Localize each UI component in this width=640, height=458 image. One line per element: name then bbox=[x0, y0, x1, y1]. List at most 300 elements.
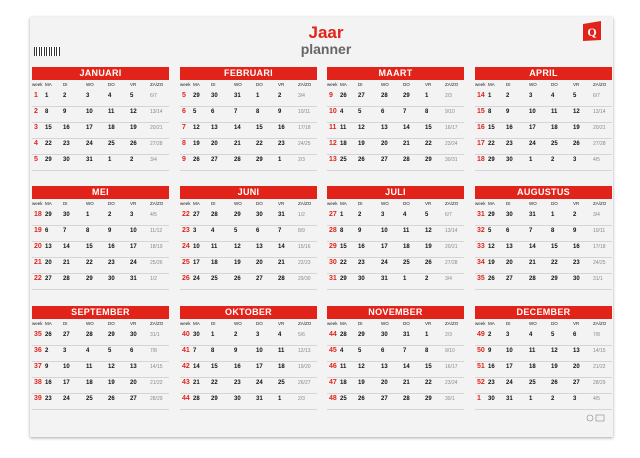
week-number[interactable]: 49 bbox=[477, 331, 485, 338]
day-vr[interactable]: 28 bbox=[278, 276, 285, 282]
day-vr[interactable]: 19 bbox=[130, 125, 137, 131]
day-wo[interactable]: 11 bbox=[529, 348, 536, 354]
day-wo[interactable]: 23 bbox=[234, 380, 241, 386]
day-di[interactable]: 6 bbox=[506, 228, 510, 234]
day-vr[interactable]: 31 bbox=[278, 212, 285, 218]
day-ma[interactable]: 2 bbox=[488, 332, 492, 338]
day-vr[interactable]: 19 bbox=[573, 125, 580, 131]
day-wo[interactable]: 27 bbox=[381, 157, 388, 163]
day-wo[interactable]: 20 bbox=[381, 380, 388, 386]
day-di[interactable]: 25 bbox=[211, 276, 218, 282]
weekend-dates[interactable]: 4/5 bbox=[150, 212, 157, 218]
week-number[interactable]: 21 bbox=[34, 259, 42, 266]
weekend-dates[interactable]: 10/11 bbox=[298, 109, 311, 115]
day-do[interactable]: 15 bbox=[256, 125, 263, 131]
day-wo[interactable]: 14 bbox=[234, 125, 241, 131]
weekend-dates[interactable]: 2/3 bbox=[445, 93, 452, 99]
day-di[interactable]: 4 bbox=[211, 228, 215, 234]
weekend-dates[interactable]: 5/6 bbox=[298, 332, 305, 338]
week-number[interactable]: 18 bbox=[477, 156, 485, 163]
week-number[interactable]: 7 bbox=[182, 124, 186, 131]
weekend-dates[interactable]: 22/23 bbox=[298, 260, 311, 266]
day-do[interactable]: 8 bbox=[551, 228, 555, 234]
day-di[interactable]: 3 bbox=[63, 348, 67, 354]
day-vr[interactable]: 25 bbox=[278, 380, 285, 386]
day-vr[interactable]: 26 bbox=[573, 141, 580, 147]
day-ma[interactable]: 20 bbox=[45, 260, 52, 266]
day-di[interactable]: 7 bbox=[63, 228, 67, 234]
weekend-dates[interactable]: 3/4 bbox=[593, 212, 600, 218]
day-di[interactable]: 24 bbox=[63, 396, 70, 402]
weekend-dates[interactable]: 21/22 bbox=[593, 364, 606, 370]
day-wo[interactable]: 11 bbox=[86, 364, 93, 370]
day-di[interactable]: 27 bbox=[506, 276, 513, 282]
day-vr[interactable]: 1 bbox=[278, 157, 282, 163]
weekend-dates[interactable]: 30/31 bbox=[445, 157, 458, 163]
weekend-dates[interactable]: 4/5 bbox=[593, 157, 600, 163]
week-number[interactable]: 24 bbox=[182, 243, 190, 250]
day-vr[interactable]: 3 bbox=[130, 212, 134, 218]
day-vr[interactable]: 18 bbox=[278, 364, 285, 370]
day-do[interactable]: 18 bbox=[403, 244, 410, 250]
day-vr[interactable]: 1 bbox=[425, 332, 429, 338]
day-wo[interactable]: 29 bbox=[86, 276, 93, 282]
day-vr[interactable]: 15 bbox=[425, 125, 432, 131]
day-di[interactable]: 16 bbox=[63, 125, 70, 131]
day-di[interactable]: 31 bbox=[506, 396, 513, 402]
day-vr[interactable]: 21 bbox=[278, 260, 285, 266]
day-ma[interactable]: 25 bbox=[340, 396, 347, 402]
day-wo[interactable]: 20 bbox=[381, 141, 388, 147]
weekend-dates[interactable]: 24/25 bbox=[593, 260, 606, 266]
day-vr[interactable]: 5 bbox=[130, 93, 134, 99]
day-vr[interactable]: 2 bbox=[425, 276, 429, 282]
day-do[interactable]: 2 bbox=[108, 212, 112, 218]
day-wo[interactable]: 21 bbox=[234, 141, 241, 147]
day-vr[interactable]: 26 bbox=[425, 260, 432, 266]
week-number[interactable]: 46 bbox=[329, 363, 337, 370]
day-do[interactable]: 30 bbox=[108, 276, 115, 282]
day-ma[interactable]: 8 bbox=[340, 228, 344, 234]
day-ma[interactable]: 29 bbox=[488, 157, 495, 163]
day-wo[interactable]: 6 bbox=[381, 109, 385, 115]
day-ma[interactable]: 28 bbox=[340, 332, 347, 338]
weekend-dates[interactable]: 10/11 bbox=[593, 228, 606, 234]
day-do[interactable]: 18 bbox=[551, 125, 558, 131]
week-number[interactable]: 48 bbox=[329, 395, 337, 402]
day-di[interactable]: 6 bbox=[211, 109, 215, 115]
weekend-dates[interactable]: 31/1 bbox=[150, 332, 160, 338]
day-vr[interactable]: 27 bbox=[573, 380, 580, 386]
day-di[interactable]: 19 bbox=[358, 141, 365, 147]
week-number[interactable]: 5 bbox=[34, 156, 38, 163]
day-do[interactable]: 1 bbox=[108, 157, 112, 163]
week-number[interactable]: 11 bbox=[329, 124, 337, 131]
day-ma[interactable]: 29 bbox=[45, 212, 52, 218]
day-do[interactable]: 2 bbox=[551, 396, 555, 402]
day-ma[interactable]: 16 bbox=[488, 364, 495, 370]
week-number[interactable]: 33 bbox=[477, 243, 485, 250]
day-di[interactable]: 19 bbox=[358, 380, 365, 386]
day-di[interactable]: 2 bbox=[358, 212, 362, 218]
day-di[interactable]: 23 bbox=[358, 260, 365, 266]
day-vr[interactable]: 11 bbox=[278, 348, 285, 354]
week-number[interactable]: 17 bbox=[477, 140, 485, 147]
day-do[interactable]: 3 bbox=[256, 332, 260, 338]
week-number[interactable]: 41 bbox=[182, 347, 190, 354]
week-number[interactable]: 10 bbox=[329, 108, 337, 115]
day-wo[interactable]: 3 bbox=[86, 93, 90, 99]
day-vr[interactable]: 6 bbox=[130, 348, 134, 354]
weekend-dates[interactable]: 7/8 bbox=[150, 348, 157, 354]
day-ma[interactable]: 12 bbox=[488, 244, 495, 250]
week-number[interactable]: 50 bbox=[477, 347, 485, 354]
day-do[interactable]: 31 bbox=[256, 396, 263, 402]
day-wo[interactable]: 31 bbox=[86, 157, 93, 163]
day-ma[interactable]: 7 bbox=[193, 348, 197, 354]
day-ma[interactable]: 21 bbox=[193, 380, 200, 386]
day-vr[interactable]: 15 bbox=[425, 364, 432, 370]
day-di[interactable]: 22 bbox=[211, 380, 218, 386]
day-vr[interactable]: 2 bbox=[573, 212, 577, 218]
day-vr[interactable]: 3 bbox=[573, 396, 577, 402]
day-ma[interactable]: 14 bbox=[193, 364, 200, 370]
weekend-dates[interactable]: 21/22 bbox=[150, 380, 163, 386]
weekend-dates[interactable]: 1/2 bbox=[298, 212, 305, 218]
weekend-dates[interactable]: 24/25 bbox=[298, 141, 311, 147]
week-number[interactable]: 16 bbox=[477, 124, 485, 131]
day-di[interactable]: 30 bbox=[358, 276, 365, 282]
day-ma[interactable]: 1 bbox=[45, 93, 49, 99]
day-do[interactable]: 31 bbox=[403, 332, 410, 338]
day-ma[interactable]: 17 bbox=[193, 260, 200, 266]
weekend-dates[interactable]: 7/8 bbox=[593, 332, 600, 338]
day-vr[interactable]: 3 bbox=[573, 157, 577, 163]
weekend-dates[interactable]: 28/29 bbox=[150, 396, 163, 402]
week-number[interactable]: 35 bbox=[477, 275, 485, 282]
day-ma[interactable]: 4 bbox=[340, 348, 344, 354]
day-di[interactable]: 21 bbox=[63, 260, 70, 266]
day-do[interactable]: 30 bbox=[256, 212, 263, 218]
week-number[interactable]: 4 bbox=[34, 140, 38, 147]
day-do[interactable]: 24 bbox=[256, 380, 263, 386]
day-di[interactable]: 5 bbox=[358, 109, 362, 115]
day-do[interactable]: 15 bbox=[551, 244, 558, 250]
day-ma[interactable]: 24 bbox=[193, 276, 200, 282]
day-do[interactable]: 20 bbox=[256, 260, 263, 266]
week-number[interactable]: 18 bbox=[34, 211, 42, 218]
day-wo[interactable]: 13 bbox=[381, 125, 388, 131]
day-wo[interactable]: 5 bbox=[234, 228, 238, 234]
day-do[interactable]: 1 bbox=[403, 276, 407, 282]
day-di[interactable]: 9 bbox=[63, 109, 67, 115]
day-wo[interactable]: 8 bbox=[86, 228, 90, 234]
day-wo[interactable]: 28 bbox=[381, 93, 388, 99]
day-ma[interactable]: 1 bbox=[488, 93, 492, 99]
weekend-dates[interactable]: 14/15 bbox=[593, 348, 606, 354]
day-wo[interactable]: 28 bbox=[86, 332, 93, 338]
day-di[interactable]: 9 bbox=[506, 109, 510, 115]
day-vr[interactable]: 5 bbox=[573, 93, 577, 99]
day-do[interactable]: 5 bbox=[551, 332, 555, 338]
day-wo[interactable]: 13 bbox=[381, 364, 388, 370]
day-wo[interactable]: 16 bbox=[234, 364, 241, 370]
day-ma[interactable]: 19 bbox=[193, 141, 200, 147]
day-vr[interactable]: 8 bbox=[425, 109, 429, 115]
weekend-dates[interactable]: 30/1 bbox=[445, 396, 455, 402]
day-di[interactable]: 23 bbox=[506, 141, 513, 147]
week-number[interactable]: 25 bbox=[182, 259, 190, 266]
weekend-dates[interactable]: 4/5 bbox=[593, 396, 600, 402]
weekend-dates[interactable]: 11/12 bbox=[150, 228, 163, 234]
day-wo[interactable]: 18 bbox=[86, 380, 93, 386]
day-vr[interactable]: 29 bbox=[425, 157, 432, 163]
day-wo[interactable]: 3 bbox=[381, 212, 385, 218]
day-do[interactable]: 17 bbox=[256, 364, 263, 370]
weekend-dates[interactable]: 19/20 bbox=[298, 364, 311, 370]
weekend-dates[interactable]: 2/3 bbox=[445, 332, 452, 338]
day-do[interactable]: 2 bbox=[551, 157, 555, 163]
day-wo[interactable]: 31 bbox=[529, 212, 536, 218]
week-number[interactable]: 37 bbox=[34, 363, 42, 370]
day-vr[interactable]: 10 bbox=[130, 228, 137, 234]
week-number[interactable]: 1 bbox=[477, 395, 481, 402]
day-wo[interactable]: 25 bbox=[529, 380, 536, 386]
week-number[interactable]: 28 bbox=[329, 227, 337, 234]
weekend-dates[interactable]: 23/24 bbox=[445, 141, 458, 147]
day-do[interactable]: 8 bbox=[256, 109, 260, 115]
weekend-dates[interactable]: 12/13 bbox=[298, 348, 311, 354]
week-number[interactable]: 1 bbox=[34, 92, 38, 99]
day-di[interactable]: 9 bbox=[358, 228, 362, 234]
day-do[interactable]: 19 bbox=[108, 380, 115, 386]
day-ma[interactable]: 29 bbox=[193, 93, 200, 99]
day-di[interactable]: 15 bbox=[211, 364, 218, 370]
day-wo[interactable]: 28 bbox=[529, 276, 536, 282]
day-do[interactable]: 1 bbox=[256, 93, 260, 99]
day-vr[interactable]: 19 bbox=[425, 244, 432, 250]
week-number[interactable]: 13 bbox=[329, 156, 337, 163]
day-do[interactable]: 14 bbox=[403, 125, 410, 131]
day-vr[interactable]: 20 bbox=[130, 380, 137, 386]
weekend-dates[interactable]: 28/29 bbox=[593, 380, 606, 386]
day-vr[interactable]: 8 bbox=[425, 348, 429, 354]
day-vr[interactable]: 27 bbox=[130, 396, 137, 402]
day-vr[interactable]: 6 bbox=[573, 332, 577, 338]
weekend-dates[interactable]: 13/14 bbox=[445, 228, 458, 234]
day-vr[interactable]: 30 bbox=[573, 276, 580, 282]
day-di[interactable]: 16 bbox=[506, 125, 513, 131]
day-do[interactable]: 25 bbox=[108, 141, 115, 147]
day-do[interactable]: 29 bbox=[256, 157, 263, 163]
day-wo[interactable]: 9 bbox=[234, 348, 238, 354]
day-di[interactable]: 13 bbox=[211, 125, 218, 131]
day-di[interactable]: 23 bbox=[63, 141, 70, 147]
day-vr[interactable]: 12 bbox=[425, 228, 432, 234]
day-wo[interactable]: 31 bbox=[234, 93, 241, 99]
week-number[interactable]: 19 bbox=[34, 227, 42, 234]
weekend-dates[interactable]: 15/16 bbox=[298, 244, 311, 250]
day-ma[interactable]: 26 bbox=[488, 276, 495, 282]
day-vr[interactable]: 2 bbox=[278, 93, 282, 99]
day-di[interactable]: 30 bbox=[63, 157, 70, 163]
day-vr[interactable]: 7 bbox=[278, 228, 282, 234]
day-di[interactable]: 30 bbox=[63, 212, 70, 218]
day-wo[interactable]: 7 bbox=[234, 109, 238, 115]
weekend-dates[interactable]: 13/14 bbox=[593, 109, 606, 115]
day-ma[interactable]: 18 bbox=[340, 380, 347, 386]
day-di[interactable]: 26 bbox=[358, 396, 365, 402]
week-number[interactable]: 27 bbox=[329, 211, 337, 218]
day-di[interactable]: 2 bbox=[63, 93, 67, 99]
day-vr[interactable]: 1 bbox=[425, 93, 429, 99]
day-vr[interactable]: 22 bbox=[425, 380, 432, 386]
week-number[interactable]: 39 bbox=[34, 395, 42, 402]
day-vr[interactable]: 22 bbox=[425, 141, 432, 147]
weekend-dates[interactable]: 25/26 bbox=[150, 260, 163, 266]
day-wo[interactable]: 24 bbox=[86, 141, 93, 147]
week-number[interactable]: 45 bbox=[329, 347, 337, 354]
day-ma[interactable]: 2 bbox=[45, 348, 49, 354]
weekend-dates[interactable]: 17/18 bbox=[298, 125, 311, 131]
day-wo[interactable]: 4 bbox=[86, 348, 90, 354]
day-ma[interactable]: 26 bbox=[45, 332, 52, 338]
day-wo[interactable]: 29 bbox=[234, 212, 241, 218]
day-ma[interactable]: 27 bbox=[45, 276, 52, 282]
day-di[interactable]: 28 bbox=[211, 212, 218, 218]
day-di[interactable]: 12 bbox=[358, 364, 365, 370]
day-di[interactable]: 20 bbox=[211, 141, 218, 147]
day-ma[interactable]: 9 bbox=[45, 364, 49, 370]
day-do[interactable]: 29 bbox=[403, 93, 410, 99]
day-wo[interactable]: 22 bbox=[86, 260, 93, 266]
day-di[interactable]: 10 bbox=[63, 364, 70, 370]
week-number[interactable]: 40 bbox=[182, 331, 190, 338]
day-do[interactable]: 12 bbox=[551, 348, 558, 354]
day-vr[interactable]: 12 bbox=[130, 109, 137, 115]
day-do[interactable]: 11 bbox=[403, 228, 410, 234]
day-vr[interactable]: 24 bbox=[130, 260, 137, 266]
day-do[interactable]: 4 bbox=[403, 212, 407, 218]
day-di[interactable]: 3 bbox=[506, 332, 510, 338]
week-number[interactable]: 12 bbox=[329, 140, 337, 147]
weekend-dates[interactable]: 3/4 bbox=[150, 157, 157, 163]
weekend-dates[interactable]: 29/30 bbox=[298, 276, 311, 282]
week-number[interactable]: 8 bbox=[182, 140, 186, 147]
day-wo[interactable]: 18 bbox=[529, 364, 536, 370]
weekend-dates[interactable]: 2/3 bbox=[298, 157, 305, 163]
day-do[interactable]: 13 bbox=[256, 244, 263, 250]
day-vr[interactable]: 17 bbox=[130, 244, 137, 250]
week-number[interactable]: 9 bbox=[329, 92, 333, 99]
day-ma[interactable]: 13 bbox=[45, 244, 52, 250]
day-wo[interactable]: 30 bbox=[234, 396, 241, 402]
day-wo[interactable]: 1 bbox=[86, 212, 90, 218]
weekend-dates[interactable]: 13/14 bbox=[150, 109, 163, 115]
day-ma[interactable]: 22 bbox=[45, 141, 52, 147]
day-wo[interactable]: 10 bbox=[529, 109, 536, 115]
day-do[interactable]: 18 bbox=[108, 125, 115, 131]
weekend-dates[interactable]: 26/27 bbox=[298, 380, 311, 386]
day-ma[interactable]: 1 bbox=[340, 212, 344, 218]
day-di[interactable]: 2 bbox=[506, 93, 510, 99]
day-do[interactable]: 26 bbox=[108, 396, 115, 402]
day-ma[interactable]: 4 bbox=[340, 109, 344, 115]
day-vr[interactable]: 12 bbox=[573, 109, 580, 115]
day-ma[interactable]: 12 bbox=[193, 125, 200, 131]
week-number[interactable]: 22 bbox=[182, 211, 190, 218]
weekend-dates[interactable]: 6/7 bbox=[150, 93, 157, 99]
day-ma[interactable]: 10 bbox=[193, 244, 200, 250]
day-di[interactable]: 20 bbox=[506, 260, 513, 266]
day-ma[interactable]: 22 bbox=[340, 260, 347, 266]
day-wo[interactable]: 14 bbox=[529, 244, 536, 250]
week-number[interactable]: 31 bbox=[329, 275, 337, 282]
day-vr[interactable]: 4 bbox=[278, 332, 282, 338]
day-di[interactable]: 29 bbox=[211, 396, 218, 402]
weekend-dates[interactable]: 9/10 bbox=[445, 348, 455, 354]
weekend-dates[interactable]: 6/7 bbox=[445, 212, 452, 218]
day-ma[interactable]: 11 bbox=[340, 125, 347, 131]
weekend-dates[interactable]: 20/21 bbox=[150, 125, 163, 131]
day-ma[interactable]: 22 bbox=[488, 141, 495, 147]
day-wo[interactable]: 10 bbox=[86, 109, 93, 115]
day-vr[interactable]: 30 bbox=[130, 332, 137, 338]
weekend-dates[interactable]: 1/2 bbox=[150, 276, 157, 282]
week-number[interactable]: 35 bbox=[34, 331, 42, 338]
day-ma[interactable]: 19 bbox=[488, 260, 495, 266]
day-wo[interactable]: 17 bbox=[529, 125, 536, 131]
day-do[interactable]: 12 bbox=[108, 364, 115, 370]
day-wo[interactable]: 19 bbox=[234, 260, 241, 266]
day-di[interactable]: 24 bbox=[506, 380, 513, 386]
day-do[interactable]: 28 bbox=[403, 396, 410, 402]
day-di[interactable]: 27 bbox=[63, 332, 70, 338]
day-ma[interactable]: 30 bbox=[193, 332, 200, 338]
day-ma[interactable]: 25 bbox=[340, 157, 347, 163]
day-do[interactable]: 4 bbox=[551, 93, 555, 99]
week-number[interactable]: 32 bbox=[477, 227, 485, 234]
day-ma[interactable]: 8 bbox=[45, 109, 49, 115]
day-wo[interactable]: 15 bbox=[86, 244, 93, 250]
weekend-dates[interactable]: 20/21 bbox=[593, 125, 606, 131]
day-ma[interactable]: 9 bbox=[488, 348, 492, 354]
day-do[interactable]: 7 bbox=[403, 348, 407, 354]
day-di[interactable]: 8 bbox=[211, 348, 215, 354]
day-ma[interactable]: 15 bbox=[340, 244, 347, 250]
week-number[interactable]: 34 bbox=[477, 259, 485, 266]
day-do[interactable]: 14 bbox=[403, 364, 410, 370]
day-ma[interactable]: 29 bbox=[340, 276, 347, 282]
day-wo[interactable]: 12 bbox=[234, 244, 241, 250]
day-wo[interactable]: 17 bbox=[86, 125, 93, 131]
day-vr[interactable]: 5 bbox=[425, 212, 429, 218]
day-ma[interactable]: 6 bbox=[45, 228, 49, 234]
week-number[interactable]: 14 bbox=[477, 92, 485, 99]
day-wo[interactable]: 10 bbox=[381, 228, 388, 234]
day-di[interactable]: 27 bbox=[211, 157, 218, 163]
week-number[interactable]: 52 bbox=[477, 379, 485, 386]
day-wo[interactable]: 26 bbox=[234, 276, 241, 282]
weekend-dates[interactable]: 27/28 bbox=[445, 260, 458, 266]
weekend-dates[interactable]: 16/17 bbox=[445, 364, 458, 370]
day-di[interactable]: 30 bbox=[211, 93, 218, 99]
day-do[interactable]: 9 bbox=[108, 228, 112, 234]
day-ma[interactable]: 15 bbox=[45, 125, 52, 131]
weekend-dates[interactable]: 6/7 bbox=[593, 93, 600, 99]
day-wo[interactable]: 7 bbox=[529, 228, 533, 234]
week-number[interactable]: 30 bbox=[329, 259, 337, 266]
